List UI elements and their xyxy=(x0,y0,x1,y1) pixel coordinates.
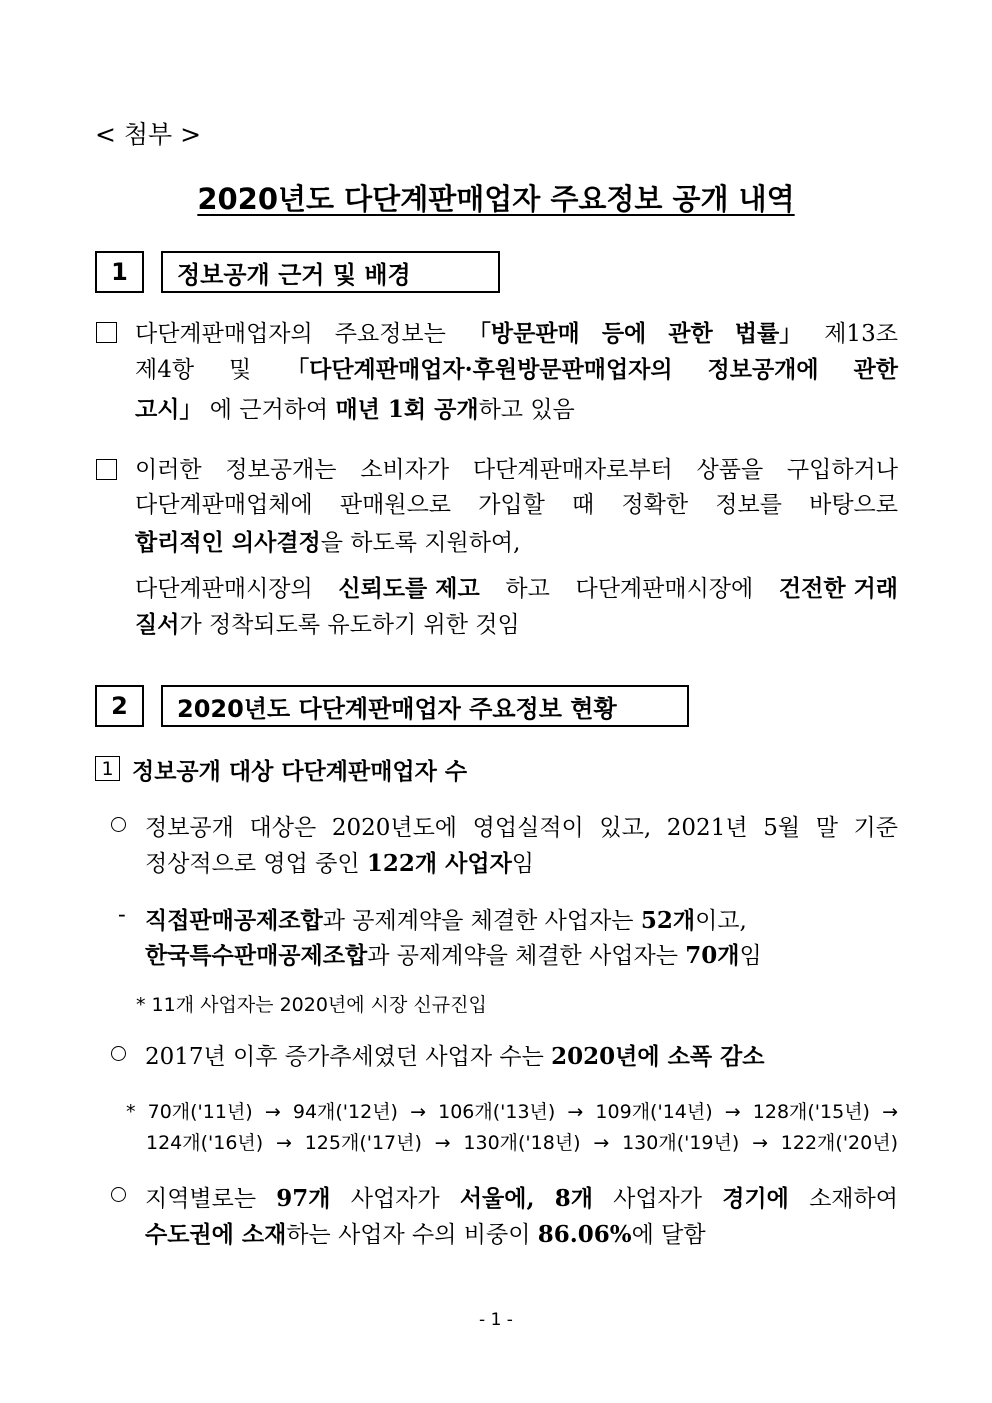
bold-text: 97개 xyxy=(276,1185,331,1212)
s2-b1-line2 xyxy=(145,845,534,878)
text: 제4항 xyxy=(135,357,195,383)
bold-text: 「다단계판매업자·후원방문판매업자의 xyxy=(286,356,673,383)
s1-p2-line1: 이러한 정보공개는 소비자가 다단계판매자로부터 상품을 구입하거나 xyxy=(135,457,898,483)
bold-text: 서울에, xyxy=(459,1185,535,1212)
bold-text: 70개 xyxy=(685,942,740,969)
bold-text: 경기에 xyxy=(722,1185,789,1212)
subsection-number-box: 1 xyxy=(95,756,120,781)
text: 지역별로는 xyxy=(145,1186,257,1212)
bold-text: 122개 사업자 xyxy=(366,850,512,877)
text: 임 xyxy=(511,851,535,877)
bold-text: 매년 1회 공개 xyxy=(335,396,479,423)
bold-text: 질서 xyxy=(135,611,180,638)
s2-b1-line1: 정보공개 대상은 2020년도에 영업실적이 있고, 2021년 5월 말 기준 xyxy=(145,815,898,841)
dash-marker: - xyxy=(118,902,126,928)
bold-text: 86.06% xyxy=(537,1221,632,1248)
text: 을 하도록 지원하여, xyxy=(320,530,521,556)
text: 다단계판매시장에 xyxy=(575,576,754,602)
document-title-text: 2020년도 다단계판매업자 주요정보 공개 내역 xyxy=(197,182,795,216)
section2-heading: 2020년도 다단계판매업자 주요정보 현황 xyxy=(161,685,689,727)
bold-text: 법률」 xyxy=(734,320,803,347)
bold-text: 8개 xyxy=(554,1185,593,1212)
bold-text: 등에 xyxy=(601,320,647,347)
bold-text: 52개 xyxy=(640,907,696,934)
text: 하는 사업자 수의 비중이 xyxy=(286,1222,531,1248)
text: 하고 xyxy=(505,576,550,602)
bold-text: 건전한 거래 xyxy=(778,575,898,602)
text: 에 근거하여 xyxy=(209,397,329,423)
s2-d1-line2 xyxy=(145,937,762,970)
circle-bullet-icon xyxy=(111,817,126,832)
checkbox-square-icon xyxy=(96,459,117,480)
bold-text: 2020년에 소폭 감소 xyxy=(551,1043,765,1070)
text: 임 xyxy=(739,943,762,969)
text: 에 달함 xyxy=(631,1222,706,1248)
checkbox-square-icon xyxy=(96,322,117,343)
s2-b3-line1 xyxy=(145,1180,898,1213)
subsection-heading: 정보공개 대상 다단계판매업자 수 xyxy=(132,758,468,785)
text: 이고, xyxy=(695,908,747,934)
text: 다단계판매업자의 xyxy=(135,321,313,347)
footnote-new-entrants: * 11개 사업자는 2020년에 시장 신규진입 xyxy=(136,994,487,1016)
bold-text: 신뢰도를 제고 xyxy=(338,575,480,602)
bold-text: 고시」 xyxy=(135,396,203,423)
s1-p2-line2: 다단계판매업체에 판매원으로 가입할 때 정확한 정보를 바탕으로 xyxy=(135,492,898,518)
bold-text: 직접판매공제조합 xyxy=(145,907,323,934)
bold-text: 합리적인 의사결정 xyxy=(135,529,321,556)
text: 주요정보는 xyxy=(334,321,446,347)
bold-text: 관한 xyxy=(668,320,713,347)
s2-b3-line2 xyxy=(145,1216,706,1249)
s1-p1-line1 xyxy=(135,315,898,348)
s1-p2-line4 xyxy=(135,570,898,603)
text: 제13조 xyxy=(824,321,898,347)
text: 사업자가 xyxy=(613,1186,702,1212)
text: 과 공제계약을 체결한 사업자는 xyxy=(367,943,678,969)
section2-number: 2 xyxy=(95,685,144,727)
bold-text: 한국특수판매공제조합 xyxy=(145,942,368,969)
text: 과 공제계약을 체결한 사업자는 xyxy=(322,908,634,934)
bold-text: 수도권에 소재 xyxy=(145,1221,287,1248)
text: 정상적으로 영업 중인 xyxy=(145,851,360,877)
footnote-yearly-counts-line1: * 70개('11년) → 94개('12년) → 106개('13년) → 109개('14년) → 128개('15년) → xyxy=(126,1101,898,1123)
bold-text: 정보공개에 xyxy=(707,356,819,383)
s2-d1-line1 xyxy=(145,902,747,935)
document-title xyxy=(0,177,992,218)
text: 가 정착되도록 유도하기 위한 것임 xyxy=(179,612,520,638)
footnote-yearly-counts-line2: 124개('16년) → 125개('17년) → 130개('18년) → 130개('19년) → 122개('20년) xyxy=(146,1132,898,1154)
text: 및 xyxy=(228,357,252,383)
page-number: - 1 - xyxy=(479,1310,513,1330)
s1-p2-line3 xyxy=(135,524,520,557)
circle-bullet-icon xyxy=(111,1187,126,1202)
section1-heading: 정보공개 근거 및 배경 xyxy=(161,251,500,293)
s1-p2-line5 xyxy=(135,606,520,639)
text: 소재하여 xyxy=(809,1186,898,1212)
s1-p1-line2 xyxy=(135,351,898,384)
text: 하고 있음 xyxy=(478,397,575,423)
attachment-label: < 첨부 > xyxy=(95,120,202,149)
bold-text: 「방문판매 xyxy=(467,320,580,347)
s1-p1-line3 xyxy=(135,391,575,424)
text: 사업자가 xyxy=(350,1186,440,1212)
circle-bullet-icon xyxy=(111,1046,126,1061)
text: 2017년 이후 증가추세였던 사업자 수는 xyxy=(145,1044,544,1070)
bold-text: 관한 xyxy=(853,356,898,383)
text: 다단계판매시장의 xyxy=(135,576,313,602)
section1-number: 1 xyxy=(95,251,144,293)
s2-b2-line1 xyxy=(145,1038,765,1071)
